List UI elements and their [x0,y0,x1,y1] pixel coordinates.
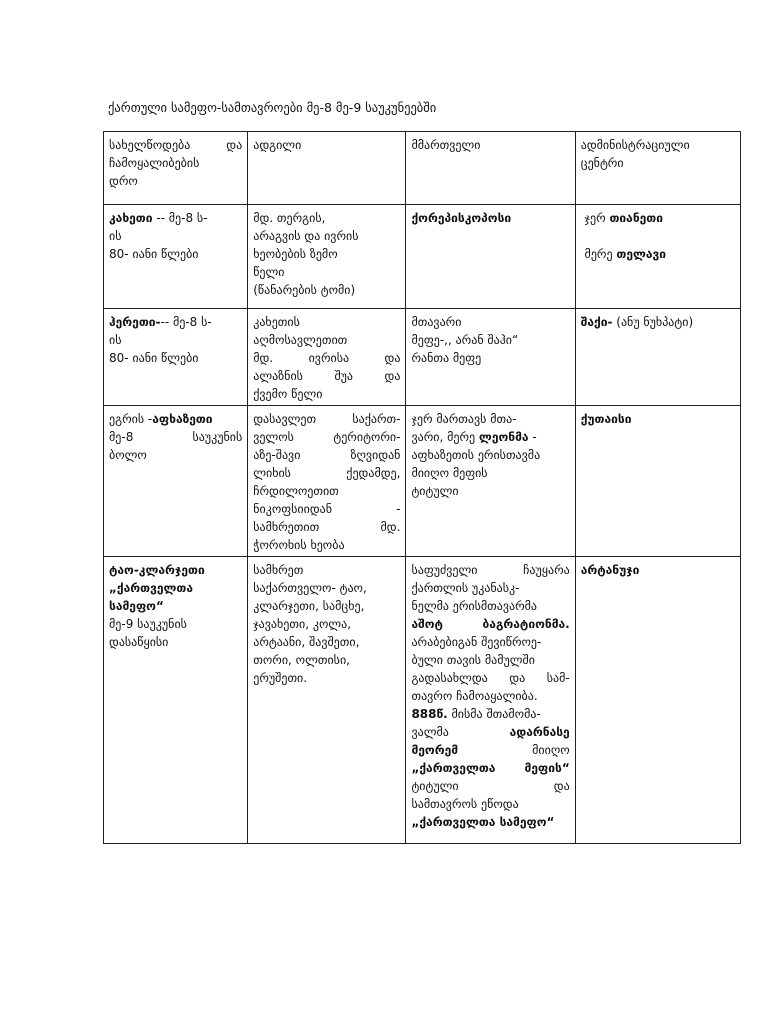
cell-name [104,205,248,309]
name-line [109,313,242,331]
cell-place [248,406,406,557]
date-line: 80- იანი წლები [109,247,199,261]
header-line: ადმინისტრაციული [580,138,690,152]
date-line: ბოლო [109,448,147,462]
header-line: სახელწოდება და [109,138,243,152]
place-line: მდ. ივრისა და [253,351,401,365]
name-line [109,410,242,428]
cell-name [104,557,248,844]
ruler-line: რანთა მეფე [411,351,482,365]
place-line: წელი [253,265,285,279]
table-row-hereti [104,309,741,406]
place-line: სამხრეთ [253,563,304,577]
ruler-name: აშოტ ბაგრატიონმა. [411,617,570,631]
kingdom-name: ტაო-კლარჯეთი [109,563,205,577]
place-line: ჩრდილოეთით [253,484,339,498]
place-line: ჯავახეთი, კოლა, [253,617,352,631]
header-line: ადგილი [253,138,302,152]
table-row-tao-klarjeti [104,557,741,844]
place-line: კლარჯეთი, სამცხე, [253,599,365,613]
ruler-line [411,723,569,741]
ruler-line: ტიტული და [411,779,570,793]
year: 888წ. [411,707,448,721]
date-fragment: -- მე-8 ს- [152,211,208,225]
ruler-text: ვარი, მერე [411,430,479,444]
date-line: მე-8 საუკუნის [109,430,243,444]
ruler-line: ნელმა ერისმთავარმა [411,599,538,613]
header-line: ცენტრი [580,156,624,170]
table-row-kakheti [104,205,741,309]
ruler-line: ბული თავის მამულში [411,653,535,667]
center-note: (ანუ ნუხპატი) [612,315,694,329]
place-line: ლიხის ქედამდე, [253,466,401,480]
center-name: არტანუჯი [580,563,640,577]
kingdom-name: სამეფო“ [109,599,164,613]
cell-center [575,557,740,844]
name-line [109,209,242,227]
kingdom-name: „ქართველთა [109,581,193,595]
ruler-line [411,428,569,446]
place-line: არაგვის და ივრის [253,229,359,243]
cell-center [575,205,740,309]
cell-place [248,309,406,406]
cell-place [248,205,406,309]
cell-name [104,309,248,406]
header-line: დრო [109,174,138,188]
ruler-line: მიიღო მეფის [411,466,488,480]
ruler-line: არაბებიგან შევიწროე- [411,635,542,649]
ruler-line: ტიტული [411,484,459,498]
ruler-name: მეორემ [411,743,459,757]
cell-name [104,406,248,557]
place-line: ერუშეთი. [253,671,308,685]
kingdoms-table [103,131,741,844]
ruler-text: მისმა შთამომა- [447,707,541,721]
place-line: აზე-შავი ზღვიდან [253,448,401,462]
header-line: მმართველი [411,138,481,152]
ruler-line: გადასახლდა და სამ- [411,671,570,685]
place-line: ნიკოფსიიდან - [253,502,401,516]
date-line: ის [109,229,122,243]
ruler-title: ქორეპისკოპოსი [411,211,512,225]
center-prefix: მერე [584,247,617,261]
cell-ruler [406,557,575,844]
ruler-text: ვალმა [411,725,449,739]
place-line: კახეთის [253,315,300,329]
date-line: 80- იანი წლები [109,351,199,365]
ruler-line: ჯერ მართავს მთა- [411,412,517,426]
cell-ruler [406,406,575,557]
cell-center [575,406,740,557]
ruler-title: „ქართველთა სამეფო“ [411,815,555,829]
ruler-name: ადარნასე [509,725,570,739]
date-line: დასაწყისი [109,635,169,649]
ruler-text: მიიღო [532,743,570,757]
center-line [581,313,735,331]
cell-ruler [406,309,575,406]
place-line: საქართველო- ტაო, [253,581,367,595]
place-line: თორი, ოლთისი, [253,653,350,667]
place-line: ველოს ტერიტორი- [253,430,401,444]
ruler-line: სამთავროს ეწოდა [411,797,519,811]
place-line: ჭოროხის ხეობა [253,538,345,552]
header-place [248,132,406,205]
date-line: ის [109,333,122,347]
place-line: დასავლეთ საქართ- [253,412,401,426]
ruler-line: აფხაზეთის ერისთავმა [411,448,541,462]
document-title: ქართული სამეფო-სამთავროები მე-8 მე-9 საუკუნეებში [108,100,437,115]
ruler-line: საფუძველი ჩაუყარა [411,563,570,577]
kingdom-name: ჰერეთი- [109,315,161,329]
kingdom-name: კახეთი [109,211,153,225]
center-name: თიანეთი [609,211,663,225]
center-name: ქუთაისი [580,412,632,426]
kingdom-name: აფხაზეთი [152,412,213,426]
place-line: მდ. თერგის, [253,211,326,225]
cell-ruler [406,205,575,309]
center-line [581,245,735,263]
cell-place [248,557,406,844]
place-line: ალაზნის შუა და [253,369,401,383]
place-line: სამხრეთით მდ. [253,520,401,534]
table-header-row [104,132,741,205]
date-line: მე-9 საუკუნის [109,617,187,631]
ruler-line [411,741,569,759]
place-line: ქვემო წელი [253,387,323,401]
place-line: ხეობების ზემო [253,247,338,261]
ruler-text: - [528,430,537,444]
place-line: აღმოსავლეთით [253,333,348,347]
ruler-line: მთავარი [411,315,462,329]
ruler-line [411,705,569,723]
date-fragment: -- მე-8 ს- [160,315,212,329]
header-ruler [406,132,575,205]
ruler-title: „ქართველთა მეფის“ [411,761,570,775]
ruler-line: ქართლის უკანასკ- [411,581,520,595]
header-line: ჩამოყალიბების [109,156,200,170]
center-line [581,209,735,227]
center-name: შაქი- [580,315,613,329]
place-line: (წანარების ტომი) [253,283,356,297]
ruler-line: მეფე-,, არან შაჰი“ [411,333,519,347]
ruler-name: ლეონმა [478,430,529,444]
cell-center [575,309,740,406]
ruler-line: თავრო ჩამოაყალიბა. [411,689,538,703]
header-center [575,132,740,205]
name-prefix: ეგრის - [109,412,153,426]
header-name-and-date [104,132,248,205]
table-row-abkhazeti [104,406,741,557]
center-prefix: ჯერ [584,211,610,225]
place-line: არტაანი, შავშეთი, [253,635,360,649]
center-name: თელავი [616,247,667,261]
